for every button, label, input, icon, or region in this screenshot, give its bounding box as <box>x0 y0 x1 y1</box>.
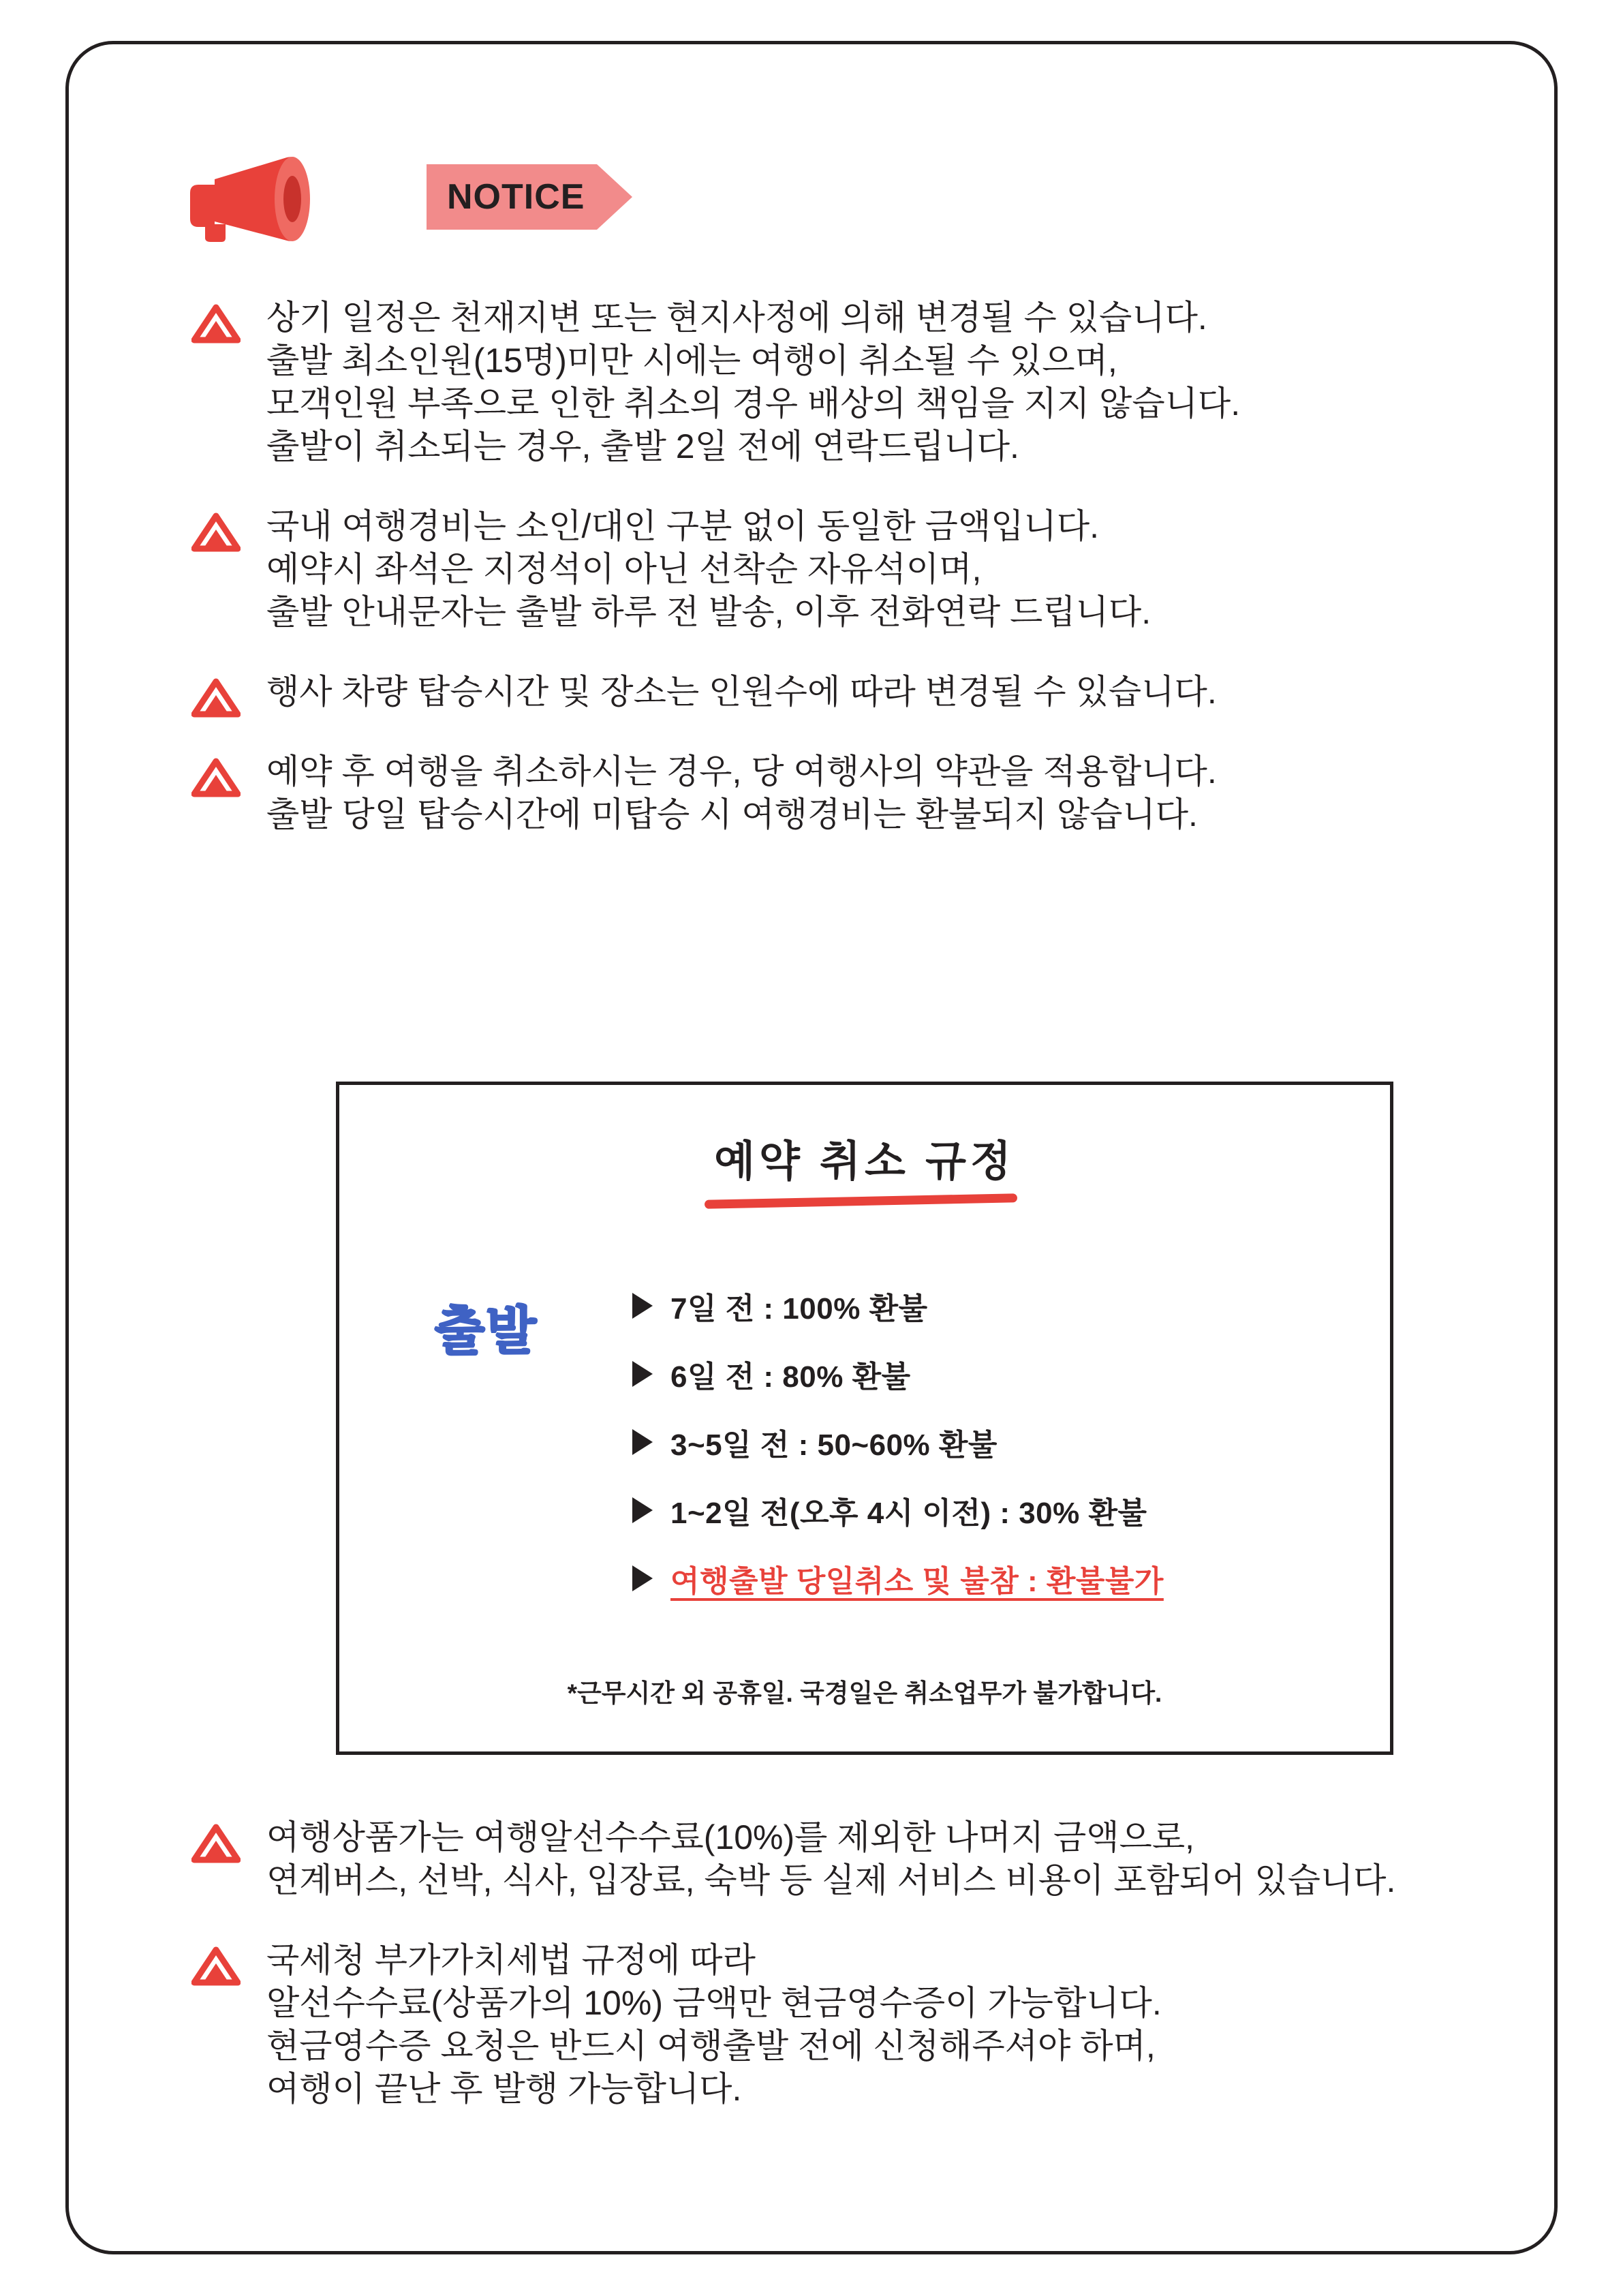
notice-line: 모객인원 부족으로 인한 취소의 경우 배상의 책임을 지지 않습니다. <box>266 384 1241 423</box>
refund-rule-row <box>632 1557 1355 1600</box>
notice-item <box>191 750 1554 836</box>
notice-line: 예약 후 여행을 취소하시는 경우, 당 여행사의 약관을 적용합니다. <box>266 752 1217 791</box>
notice-line: 알선수수료(상품가의 10%) 금액만 현금영수증이 가능합니다. <box>266 1984 1162 2022</box>
notice-line: 여행상품가는 여행알선수수료(10%)를 제외한 나머지 금액으로, <box>266 1818 1195 1856</box>
notice-ribbon <box>427 164 631 230</box>
notice-line: 출발 당일 탑승시간에 미탑승 시 여행경비는 환불되지 않습니다. <box>266 795 1198 833</box>
notice-line: 연계버스, 선박, 식사, 입장료, 숙박 등 실제 서비스 비용이 포함되어 있습니다. <box>266 1861 1396 1899</box>
triangle-bullet-icon <box>191 677 241 718</box>
notice-badge-label: NOTICE <box>447 177 585 217</box>
ribbon-tip <box>597 164 632 230</box>
notice-card <box>65 41 1558 2254</box>
arrow-right-icon <box>632 1565 653 1591</box>
notice-line: 여행이 끝난 후 발행 가능합니다. <box>266 2070 742 2108</box>
arrow-right-icon <box>632 1361 653 1387</box>
cancellation-title-text: 예약 취소 규정 <box>714 1138 1015 1185</box>
triangle-bullet-icon <box>191 1946 241 1987</box>
triangle-bullet-icon <box>191 512 241 553</box>
arrow-right-icon <box>632 1293 653 1319</box>
notice-item <box>191 1939 1622 2111</box>
refund-rule-row <box>632 1420 1355 1464</box>
arrow-right-icon <box>632 1497 653 1523</box>
notice-item <box>191 1816 1622 1902</box>
refund-rule-text: 1~2일 전(오후 4시 이전) : 30% 환불 <box>670 1497 1147 1530</box>
triangle-bullet-icon <box>191 757 241 798</box>
refund-rule-text: 여행출발 당일취소 및 불참 : 환불불가 <box>670 1565 1164 1598</box>
triangle-bullet-icon <box>191 303 241 344</box>
notice-line: 출발 안내문자는 출발 하루 전 발송, 이후 전화연락 드립니다. <box>266 593 1151 631</box>
title-underline <box>705 1193 1018 1209</box>
refund-rule-row <box>632 1488 1355 1532</box>
refund-rule-list <box>632 1284 1355 1625</box>
notice-line: 상기 일정은 천재지변 또는 현지사정에 의해 변경될 수 있습니다. <box>266 299 1207 337</box>
notice-list-top <box>191 296 1554 873</box>
notice-line: 출발이 취소되는 경우, 출발 2일 전에 연락드립니다. <box>266 427 1019 465</box>
notice-line: 예약시 좌석은 지정석이 아닌 선착순 자유석이며, <box>266 550 982 588</box>
cancellation-policy-box <box>336 1082 1393 1755</box>
notice-header <box>185 132 585 247</box>
refund-rule-row <box>632 1284 1355 1328</box>
refund-rule-text: 7일 전 : 100% 환불 <box>670 1292 928 1326</box>
arrow-right-icon <box>632 1429 653 1455</box>
notice-item <box>191 671 1554 714</box>
notice-line: 현금영수증 요청은 반드시 여행출발 전에 신청해주셔야 하며, <box>266 2027 1156 2065</box>
cancellation-note: *근무시간 외 공휴일. 국경일은 취소업무가 불가합니다. <box>567 1679 1162 1707</box>
depart-badge: 출발 <box>435 1302 538 1360</box>
cancellation-title-wrap <box>339 1127 1390 1188</box>
refund-rule-text: 6일 전 : 80% 환불 <box>670 1360 911 1394</box>
triangle-bullet-icon <box>191 1823 241 1864</box>
notice-line: 국세청 부가가치세법 규정에 따라 <box>266 1941 756 1979</box>
notice-item <box>191 505 1554 634</box>
notice-line: 국내 여행경비는 소인/대인 구분 없이 동일한 금액입니다. <box>266 507 1100 545</box>
notice-line: 출발 최소인원(15명)미만 시에는 여행이 취소될 수 있으며, <box>266 341 1117 380</box>
refund-rule-row <box>632 1352 1355 1396</box>
notice-line: 행사 차량 탑승시간 및 장소는 인원수에 따라 변경될 수 있습니다. <box>266 673 1217 711</box>
refund-rule-text: 3~5일 전 : 50~60% 환불 <box>670 1428 998 1462</box>
megaphone-icon <box>185 151 341 243</box>
cancellation-title <box>714 1127 1015 1188</box>
notice-item <box>191 296 1554 468</box>
notice-list-bottom <box>191 1816 1622 2147</box>
